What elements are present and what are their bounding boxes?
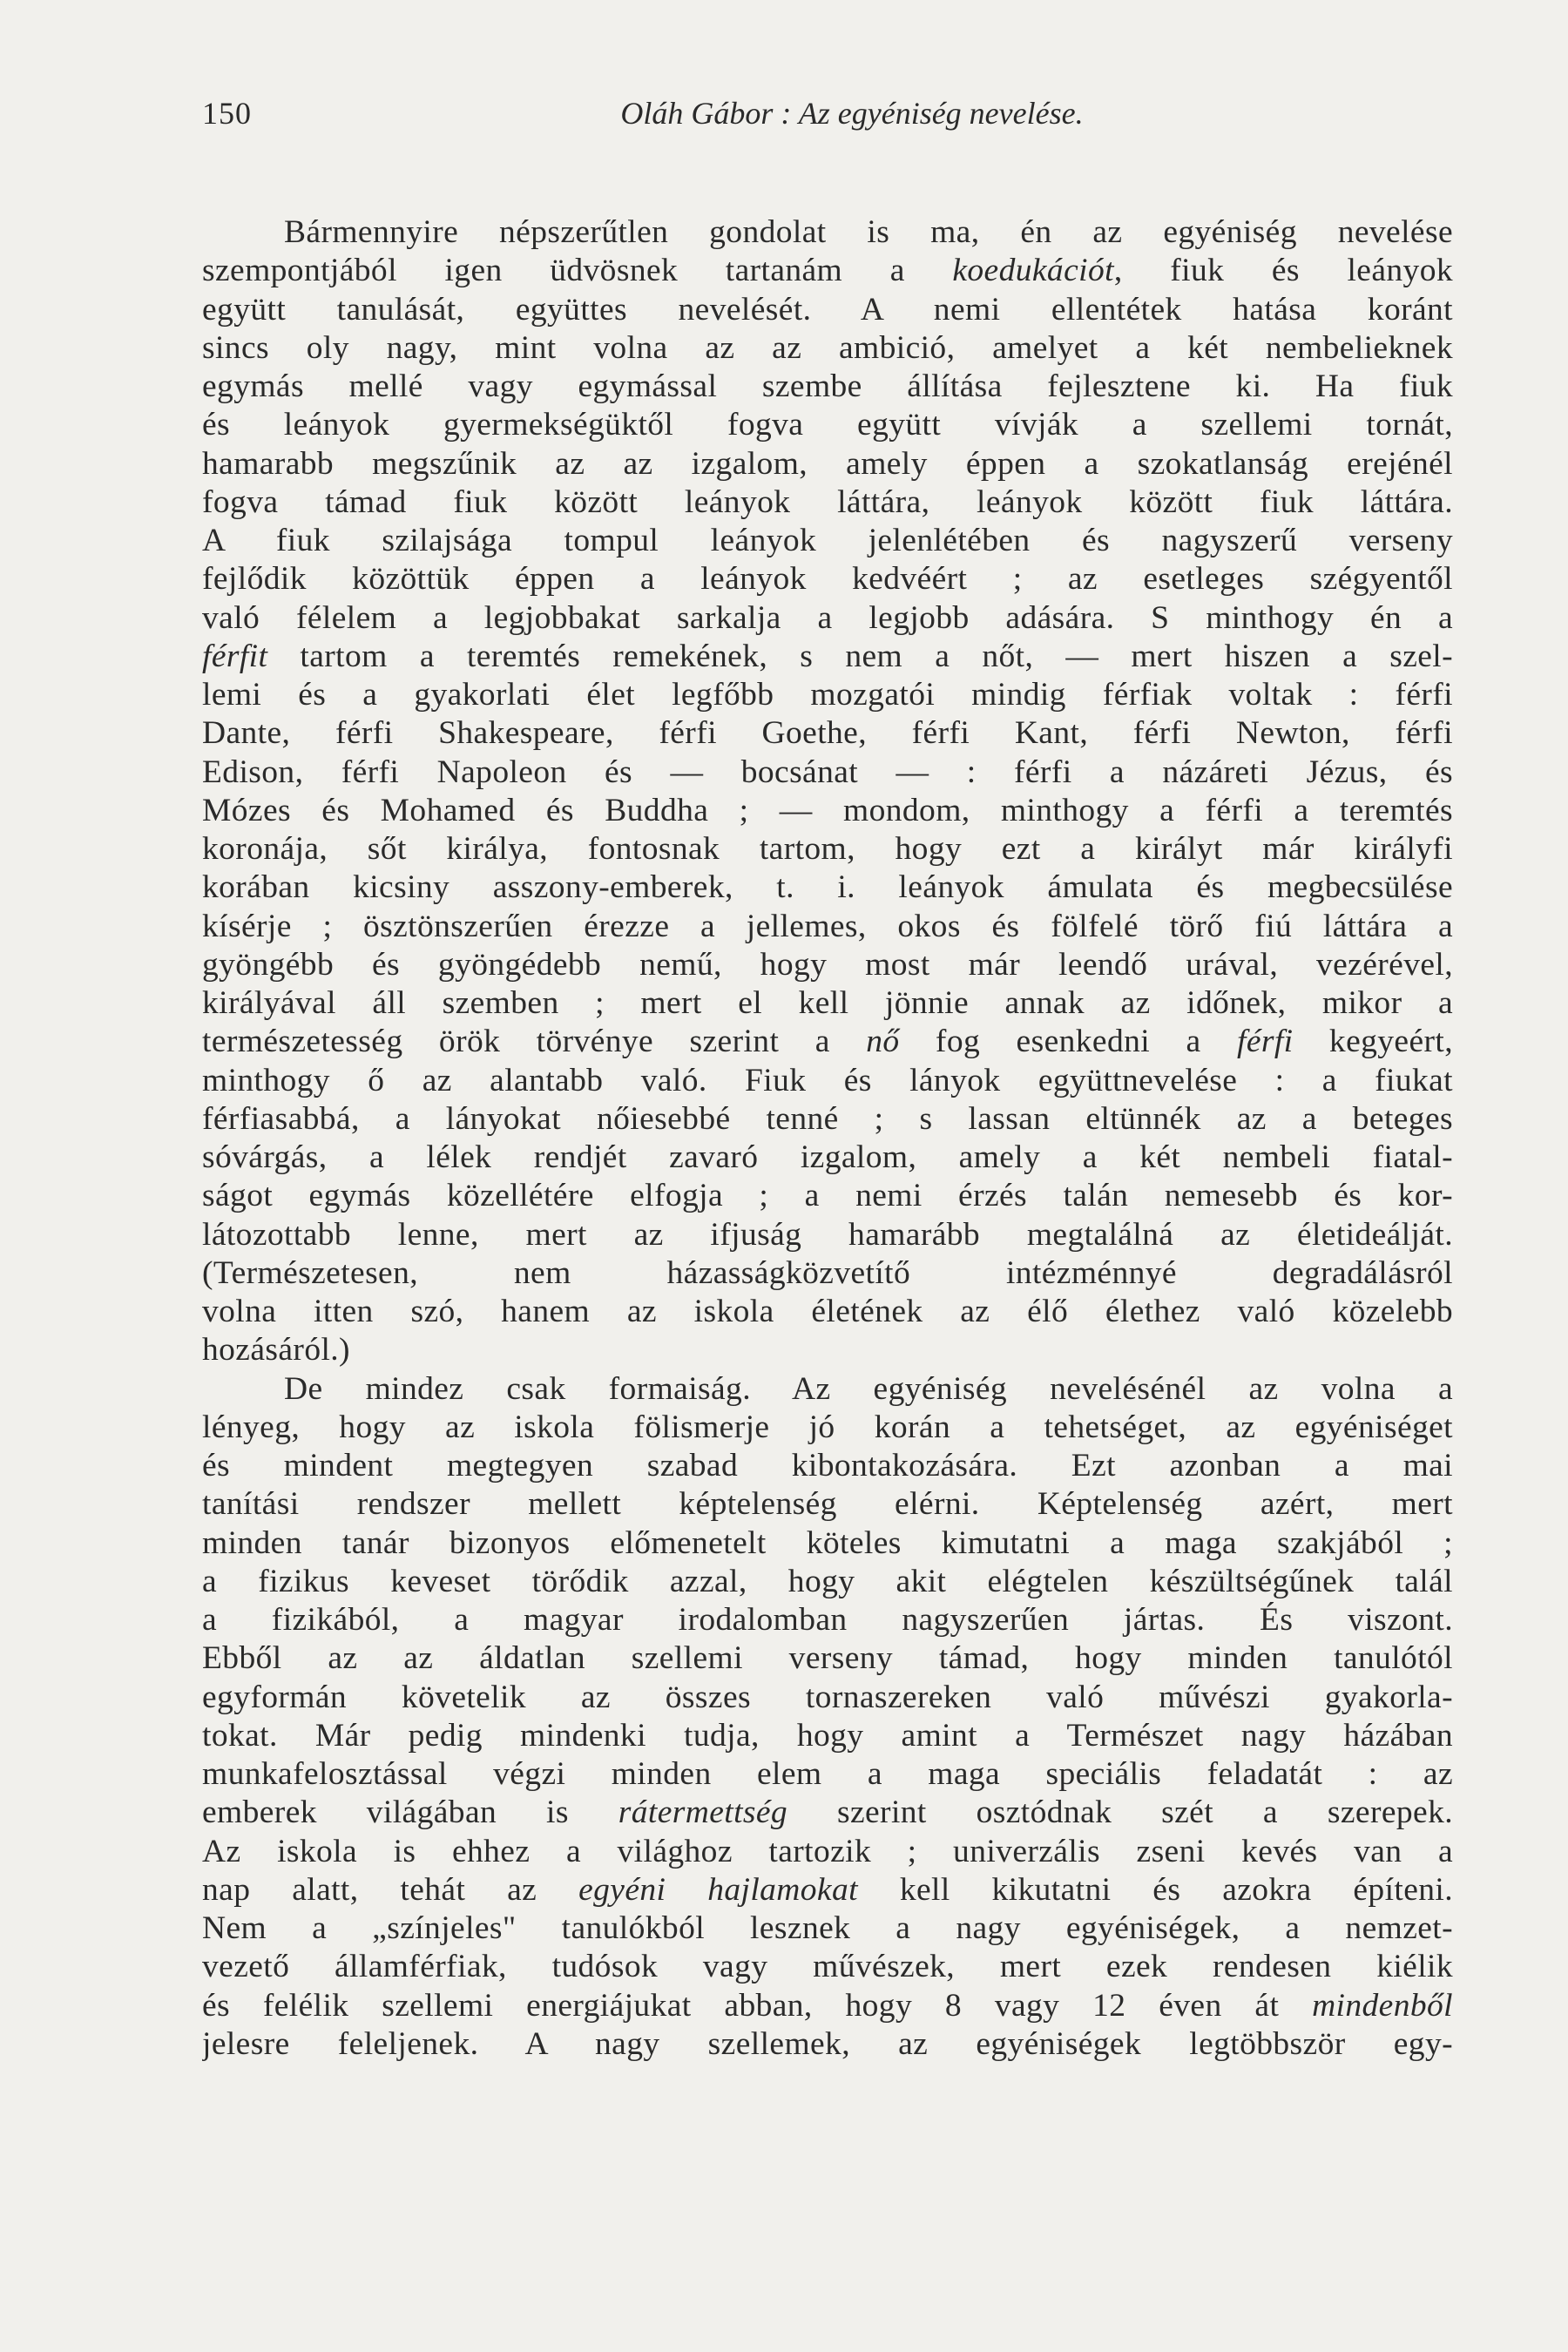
text-segment: korában kicsiny asszony-emberek, t. i. leányok ámulata és megbecsülése xyxy=(202,869,1453,906)
text-segment: szerint osztódnak szét a szerepek. xyxy=(787,1794,1453,1831)
text-segment: hozásáról.) xyxy=(202,1332,350,1369)
text-line xyxy=(202,638,1453,676)
text-segment: és felélik szellemi energiájukat abban, hogy 8 vagy 12 éven át xyxy=(202,1987,1313,2024)
text-line xyxy=(202,868,1453,907)
text-segment: volna itten szó, hanem az iskola életének az élő élethez való közelebb xyxy=(202,1294,1453,1329)
text-segment: Nem a „színjeles" tanulókból lesznek a nagy egyéniségek, a nemzet- xyxy=(202,1910,1453,1946)
text-line xyxy=(202,329,1453,368)
text-line xyxy=(202,984,1453,1023)
text-segment: és mindent megtegyen szabad kibontakozására. Ezt azonban a mai xyxy=(202,1448,1453,1484)
emphasized-text: férfi xyxy=(1237,1024,1294,1060)
text-line xyxy=(202,1370,1453,1409)
text-line xyxy=(202,754,1453,792)
text-segment: (Természetesen, nem házasságközvetítő intézménnyé degradálásról xyxy=(202,1254,1453,1291)
text-line xyxy=(202,560,1453,598)
text-line xyxy=(202,406,1453,444)
text-line xyxy=(202,1987,1453,2025)
text-line xyxy=(202,1524,1453,1563)
text-line xyxy=(202,2025,1453,2064)
text-segment: lényeg, hogy az iskola fölismerje jó korán a tehetséget, az egyéniséget xyxy=(202,1409,1453,1445)
text-line xyxy=(202,1948,1453,1986)
emphasized-text: nő xyxy=(866,1024,900,1060)
text-segment: látozottabb lenne, mert az ifjuság hamarább megtalálná az életideálját. xyxy=(202,1216,1453,1253)
text-line xyxy=(202,1139,1453,1177)
text-line xyxy=(202,830,1453,868)
text-line xyxy=(202,1254,1453,1293)
text-segment: férfiasabbá, a lányokat nőiesebbé tenné ; s lassan eltünnék az a beteges xyxy=(202,1100,1453,1137)
text-line xyxy=(202,714,1453,753)
text-segment: tokat. Már pedig mindenki tudja, hogy amint a Természet nagy házában xyxy=(202,1717,1453,1754)
text-line xyxy=(202,676,1453,714)
text-segment: természetesség örök törvénye szerint a xyxy=(202,1024,867,1060)
text-segment: egyformán követelik az összes tornaszereken való művészi gyakorla- xyxy=(202,1679,1453,1715)
text-line xyxy=(202,1601,1453,1639)
text-segment: fogva támad fiuk között leányok láttára, leányok között fiuk láttára. xyxy=(202,483,1453,520)
text-line xyxy=(202,252,1453,290)
text-segment: tanítási rendszer mellett képtelenség elérni. Képtelenség azért, mert xyxy=(202,1486,1453,1523)
text-segment: együtt tanulását, együttes nevelését. A nemi ellentétek hatása koránt xyxy=(202,291,1453,328)
text-line xyxy=(202,1563,1453,1601)
text-segment: sincs oly nagy, mint volna az az ambició, amelyet a két nembelieknek xyxy=(202,329,1453,366)
text-line xyxy=(202,1062,1453,1100)
running-title: Oláh Gábor : Az egyéniség nevelése. xyxy=(620,96,1084,131)
text-line xyxy=(202,1331,1453,1369)
text-segment: koronája, sőt királya, fontosnak tartom, hogy ezt a királyt már királyfi xyxy=(202,831,1453,867)
text-segment: minthogy ő az alantabb való. Fiuk és lányok együttnevelése : a fiukat xyxy=(202,1062,1453,1098)
text-segment: A fiuk szilajsága tompul leányok jelenlétében és nagyszerű verseny xyxy=(202,523,1453,558)
text-line xyxy=(202,1871,1453,1909)
text-segment: Dante, férfi Shakespeare, férfi Goethe, férfi Kant, férfi Newton, férfi xyxy=(202,715,1453,752)
text-line xyxy=(202,946,1453,984)
text-line xyxy=(202,291,1453,329)
text-segment: , fiuk és leányok xyxy=(1113,253,1453,289)
text-segment: nap alatt, tehát az xyxy=(202,1871,579,1908)
text-segment: Edison, férfi Napoleon és — bocsánat — : férfi a názáreti Jézus, és xyxy=(202,754,1453,790)
text-line xyxy=(202,1447,1453,1485)
text-line xyxy=(202,1909,1453,1948)
text-line xyxy=(202,792,1453,830)
text-segment: vezető államférfiak, tudósok vagy művészek, mert ezek rendesen kiélik xyxy=(202,1949,1453,1985)
text-line xyxy=(202,1794,1453,1832)
text-line xyxy=(202,1833,1453,1871)
text-segment: gyöngébb és gyöngédebb nemű, hogy most már leendő urával, vezérével, xyxy=(202,946,1453,983)
text-segment: sóvárgás, a lélek rendjét zavaró izgalom, amely a két nembeli fiatal- xyxy=(202,1139,1453,1175)
text-line xyxy=(202,213,1453,252)
text-line xyxy=(202,445,1453,483)
emphasized-text: egyéni hajlamokat xyxy=(578,1871,858,1908)
text-line xyxy=(202,1755,1453,1794)
text-line xyxy=(202,1485,1453,1524)
emphasized-text: férfit xyxy=(202,638,268,674)
text-segment: kísérje ; ösztönszerűen érezze a jellemes, okos és fölfelé törő fiú láttára a xyxy=(202,908,1453,944)
text-segment: hamarabb megszűnik az az izgalom, amely éppen a szokatlanság erejénél xyxy=(202,445,1453,482)
page-number: 150 xyxy=(202,96,252,131)
text-segment: Ebből az az áldatlan szellemi verseny támad, hogy minden tanulótól xyxy=(202,1640,1453,1677)
text-segment: egymás mellé vagy egymással szembe állítása fejlesztene ki. Ha fiuk xyxy=(202,368,1453,404)
text-segment: munkafelosztással végzi minden elem a maga speciális feladatát : az xyxy=(202,1756,1453,1792)
text-segment: Mózes és Mohamed és Buddha ; — mondom, minthogy a férfi a teremtés xyxy=(202,792,1453,828)
text-line xyxy=(202,1679,1453,1717)
text-line xyxy=(202,1177,1453,1215)
text-segment: kegyeért, xyxy=(1293,1024,1453,1060)
text-segment: királyával áll szemben ; mert el kell jönnie annak az időnek, mikor a xyxy=(202,985,1453,1021)
text-segment: kell kikutatni és azokra építeni. xyxy=(857,1871,1453,1908)
text-segment: a fizikus keveset törődik azzal, hogy akit elégtelen készültségűnek talál xyxy=(202,1563,1453,1599)
text-segment: és leányok gyermekségüktől fogva együtt vívják a szellemi tornát, xyxy=(202,407,1453,443)
text-segment: lemi és a gyakorlati élet legfőbb mozgatói mindig férfiak voltak : férfi xyxy=(202,677,1453,713)
text-line xyxy=(202,483,1453,522)
text-line xyxy=(202,368,1453,406)
text-segment: fog esenkedni a xyxy=(899,1024,1237,1060)
text-segment: való félelem a legjobbakat sarkalja a legjobb adására. S minthogy én a xyxy=(202,599,1453,636)
text-line xyxy=(202,1023,1453,1061)
text-segment: fejlődik közöttük éppen a leányok kedvéért ; az esetleges szégyentől xyxy=(202,561,1453,598)
text-line xyxy=(202,1216,1453,1254)
text-segment: jelesre feleljenek. A nagy szellemek, az egyéniségek legtöbbször egy- xyxy=(202,2025,1453,2062)
text-segment: Az iskola is ehhez a világhoz tartozik ; univerzális zseni kevés van a xyxy=(202,1833,1453,1869)
emphasized-text: rátermettség xyxy=(618,1794,788,1831)
body-text xyxy=(202,213,1453,2064)
text-segment: De mindez csak formaiság. Az egyéniség nevelésénél az volna a xyxy=(284,1370,1453,1407)
text-line xyxy=(202,1639,1453,1678)
text-segment: Bármennyire népszerűtlen gondolat is ma, én az egyéniség nevelése xyxy=(284,214,1453,250)
text-segment: tartom a teremtés remekének, s nem a nőt, — mert hiszen a szel- xyxy=(267,638,1453,674)
text-line xyxy=(202,1717,1453,1755)
running-head xyxy=(202,92,1450,134)
text-segment: a fizikából, a magyar irodalomban nagyszerűen jártas. És viszont. xyxy=(202,1602,1453,1638)
emphasized-text: mindenből xyxy=(1312,1987,1453,2024)
emphasized-text: koedukációt xyxy=(952,253,1114,289)
text-line xyxy=(202,522,1453,560)
text-segment: ságot egymás közellétére elfogja ; a nemi érzés talán nemesebb és kor- xyxy=(202,1178,1453,1214)
text-segment: szempontjából igen üdvösnek tartanám a xyxy=(202,253,953,289)
text-line xyxy=(202,599,1453,638)
text-line xyxy=(202,1100,1453,1139)
text-segment: emberek világában is xyxy=(202,1794,618,1831)
text-line xyxy=(202,1293,1453,1331)
text-line xyxy=(202,908,1453,946)
text-line xyxy=(202,1409,1453,1447)
text-segment: minden tanár bizonyos előmenetelt köteles kimutatni a maga szakjából ; xyxy=(202,1524,1453,1561)
